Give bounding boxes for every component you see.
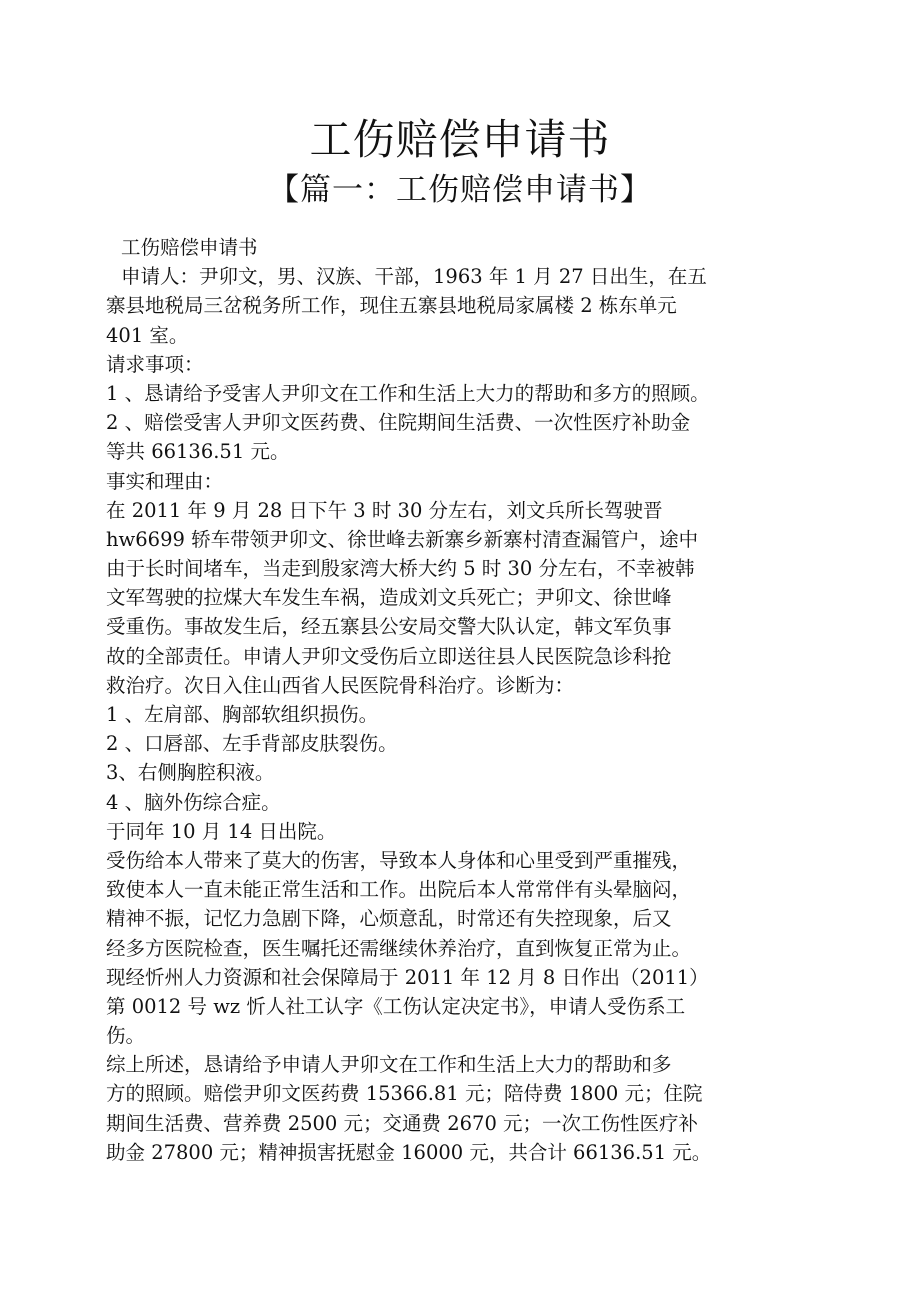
body-line: 工伤赔偿申请书 bbox=[121, 236, 258, 259]
body-line: 请求事项： bbox=[106, 352, 204, 376]
body-line: 救治疗。次日入住山西省人民医院骨科治疗。诊断为： bbox=[106, 673, 575, 697]
body-line: 2 、赔偿受害人尹卯文医药费、住院期间生活费、一次性医疗补助金 bbox=[106, 411, 691, 435]
body-line: 寨县地税局三岔税务所工作，现住五寨县地税局家属楼 2 栋东单元 bbox=[106, 294, 677, 318]
body-line: 401 室。 bbox=[106, 323, 189, 347]
body-line: hw6699 轿车带领尹卯文、徐世峰去新寨乡新寨村清查漏管户，途中 bbox=[106, 527, 699, 551]
body-line: 受伤给本人带来了莫大的伤害，导致本人身体和心里受到严重摧残， bbox=[106, 848, 692, 872]
body-line: 1 、左肩部、胸部软组织损伤。 bbox=[106, 703, 379, 726]
body-line: 1 、恳请给予受害人尹卯文在工作和生活上大力的帮助和多方的照顾。 bbox=[106, 381, 710, 405]
document-body bbox=[106, 233, 726, 1167]
body-line: 伤。 bbox=[106, 1024, 146, 1048]
body-line: 2 、口唇部、左手背部皮肤裂伤。 bbox=[106, 732, 398, 756]
body-line: 第 0012 号 wz 忻人社工认字《工伤认定决定书》，申请人受伤系工 bbox=[106, 994, 686, 1018]
body-line: 4 、脑外伤综合症。 bbox=[106, 790, 281, 814]
body-line: 受重伤。事故发生后，经五寨县公安局交警大队认定，韩文军负事 bbox=[106, 615, 672, 639]
body-line: 经多方医院检查，医生嘱托还需继续休养治疗，直到恢复正常为止。 bbox=[106, 936, 692, 960]
body-line: 文军驾驶的拉煤大车发生车祸，造成刘文兵死亡；尹卯文、徐世峰 bbox=[106, 586, 672, 610]
body-line: 3、右侧胸腔积液。 bbox=[106, 761, 275, 785]
body-line: 申请人：尹卯文，男、汉族、干部，1963 年 1 月 27 日出生，在五 bbox=[121, 265, 707, 289]
document-title: 工伤赔偿申请书 bbox=[309, 115, 611, 164]
body-line: 精神不振，记忆力急剧下降，心烦意乱，时常还有失控现象，后又 bbox=[106, 907, 672, 931]
body-line: 事实和理由： bbox=[106, 469, 224, 493]
body-line: 方的照顾。赔偿尹卯文医药费 15366.81 元；陪侍费 1800 元；住院 bbox=[106, 1082, 703, 1106]
body-line: 于同年 10 月 14 日出院。 bbox=[106, 819, 337, 843]
body-line: 故的全部责任。申请人尹卯文受伤后立即送往县人民医院急诊科抢 bbox=[106, 644, 672, 668]
body-line: 在 2011 年 9 月 28 日下午 3 时 30 分左右，刘文兵所长驾驶晋 bbox=[106, 498, 663, 522]
body-line: 等共 66136.51 元。 bbox=[106, 440, 290, 464]
document-subtitle: 【篇一：工伤赔偿申请书】 bbox=[268, 172, 652, 208]
body-line: 期间生活费、营养费 2500 元；交通费 2670 元；一次工伤性医疗补 bbox=[106, 1111, 699, 1135]
body-line: 现经忻州人力资源和社会保障局于 2011 年 12 月 8 日作出（2011） bbox=[106, 965, 709, 989]
body-line: 由于长时间堵车，当走到殷家湾大桥大约 5 时 30 分左右，不幸被韩 bbox=[106, 557, 695, 581]
body-line: 助金 27800 元；精神损害抚慰金 16000 元，共合计 66136.51 元。 bbox=[106, 1140, 712, 1164]
body-line: 致使本人一直未能正常生活和工作。出院后本人常常伴有头晕脑闷， bbox=[106, 878, 692, 902]
body-line: 综上所述，恳请给予申请人尹卯文在工作和生活上大力的帮助和多 bbox=[106, 1053, 672, 1077]
